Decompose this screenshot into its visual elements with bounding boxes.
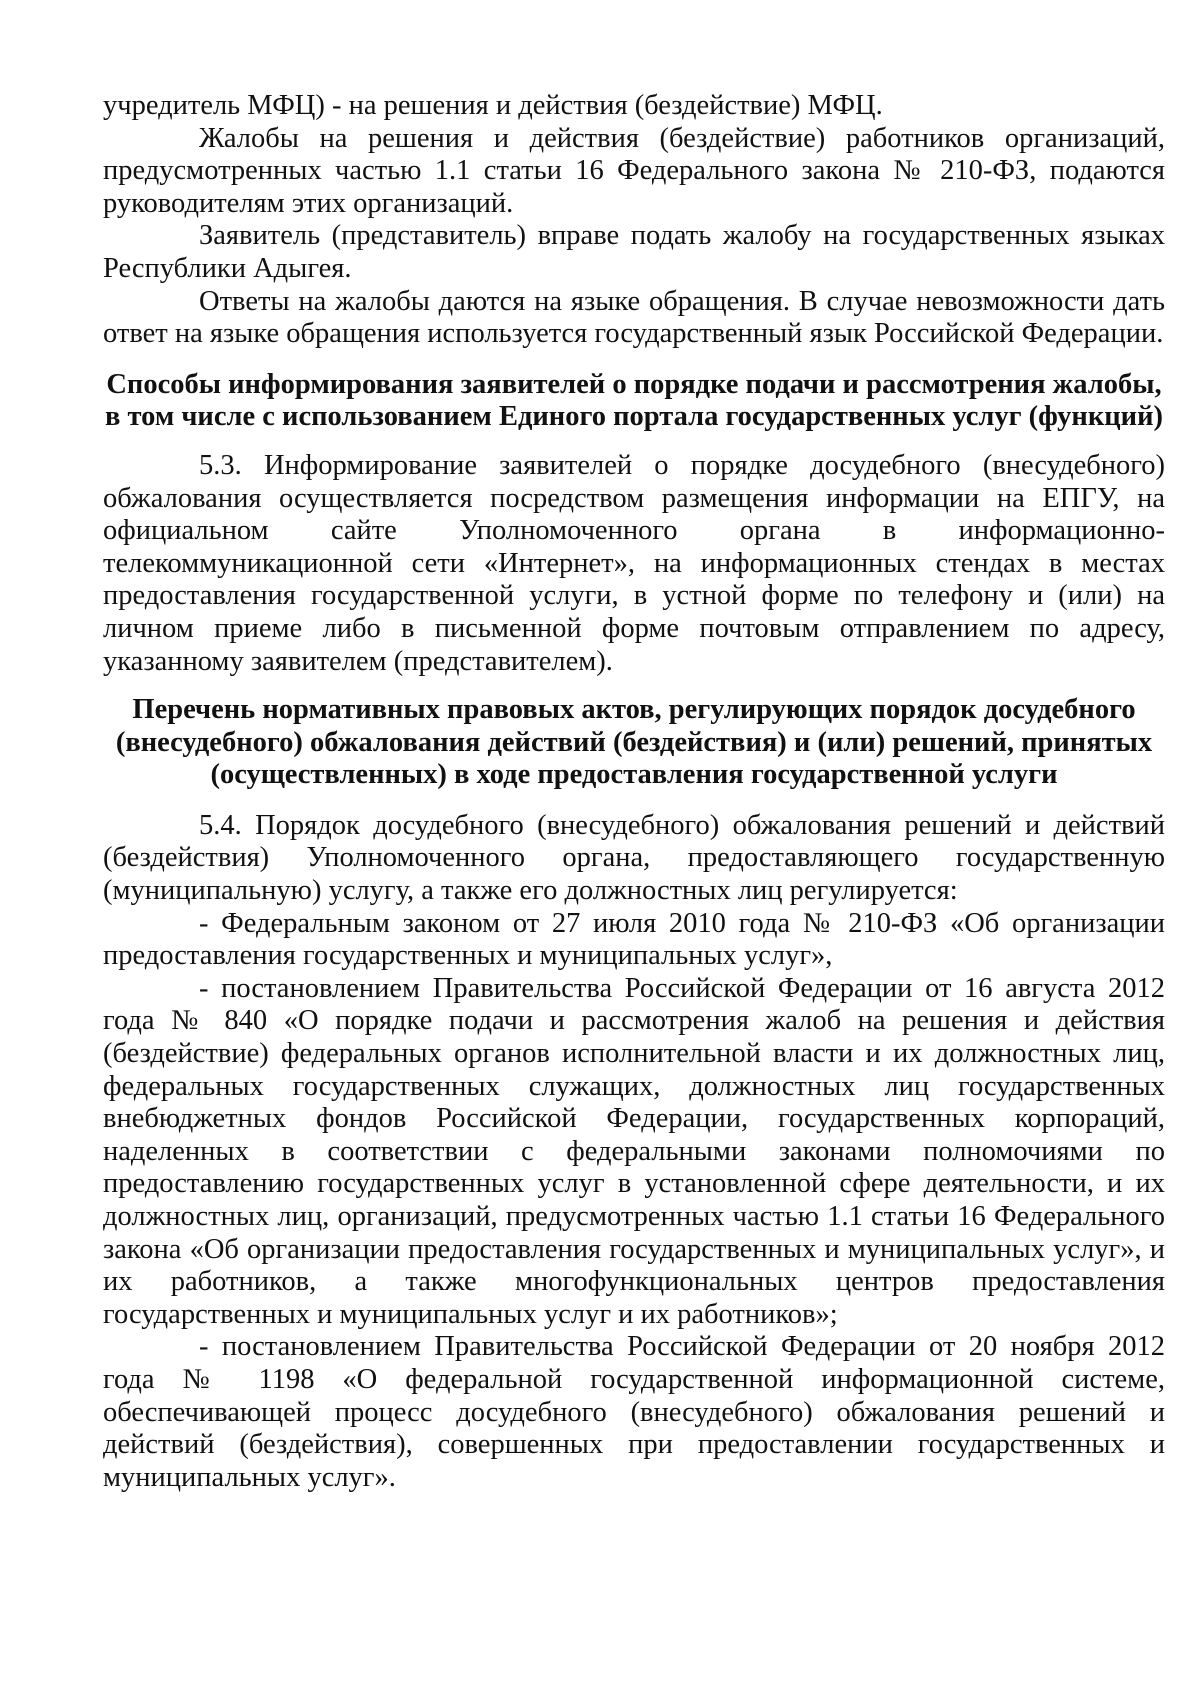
section-heading-legal-acts: Перечень нормативных правовых актов, регулирующих порядок досудебного (внесудебного) обжалования действий (бездействия) и (или) решений, принятых (осуществленных) в ходе предоставления государственной услуги [115, 694, 1153, 791]
paragraph-complaints-workers: Жалобы на решения и действия (бездействие) работников организаций, предусмотренных частью 1.1 статьи 16 Федерального закона № 210-ФЗ, подаются руководителям этих организаций. [103, 122, 1165, 219]
section-heading-informing: Способы информирования заявителей о порядке подачи и рассмотрения жалобы, в том числе с использованием Единого портала государственных услуг (функций) [104, 368, 1164, 433]
paragraph-answers: Ответы на жалобы даются на языке обращения. В случае невозможности дать ответ на языке обращения используется государственный язык Российской Федерации. [103, 285, 1165, 350]
paragraph-continuation: учредитель МФЦ) - на решения и действия (бездействие) МФЦ. [103, 90, 883, 121]
paragraph-5-3: 5.3. Информирование заявителей о порядке досудебного (внесудебного) обжалования осуществляется посредством размещения информации на ЕПГУ, на официальном сайте Уполномоченного органа в информационно-телекоммуникационной сети «Интернет», на информационных стендах в местах предоставления государственной услуги, в устной форме по телефону и (или) на личном приеме либо в письменной форме почтовым отправлением по адресу, указанному заявителем (представителем). [103, 449, 1165, 677]
list-item-resolution-1198: - постановлением Правительства Российской Федерации от 20 ноября 2012 года № 1198 «О федеральной государственной информационной системе, обеспечивающей процесс досудебного (внесудебного) обжалования решений и действий (бездействия), совершенных при предоставлении государственных и муниципальных услуг». [103, 1331, 1165, 1493]
list-item-federal-law: - Федеральным законом от 27 июля 2010 года № 210-ФЗ «Об организации предоставления государственных и муниципальных услуг», [103, 907, 1165, 972]
paragraph-5-4: 5.4. Порядок досудебного (внесудебного) обжалования решений и действий (бездействия) Уполномоченного органа, предоставляющего государственную (муниципальную) услугу, а также его должностных лиц регулируется: [103, 809, 1165, 907]
list-item-resolution-840: - постановлением Правительства Российской Федерации от 16 августа 2012 года № 840 «О порядке подачи и рассмотрения жалоб на решения и действия (бездействие) федеральных органов исполнительной власти и их должностных лиц, федеральных государственных служащих, должностных лиц государственных внебюджетных фондов Российской Федерации, государственных корпораций, наделенных в соответствии с федеральными законами полномочиями по предоставлению государственных услуг в установленной сфере деятельности, и их должностных лиц, организаций, предусмотренных частью 1.1 статьи 16 Федерального закона «Об организации предоставления государственных и муниципальных услуг», и их работников, а также многофункциональных центров предоставления государственных и муниципальных услуг и их работников»; [103, 972, 1165, 1330]
paragraph-languages: Заявитель (представитель) вправе подать жалобу на государственных языках Республики Адыгея. [103, 220, 1165, 284]
document-page [103, 90, 1165, 1494]
